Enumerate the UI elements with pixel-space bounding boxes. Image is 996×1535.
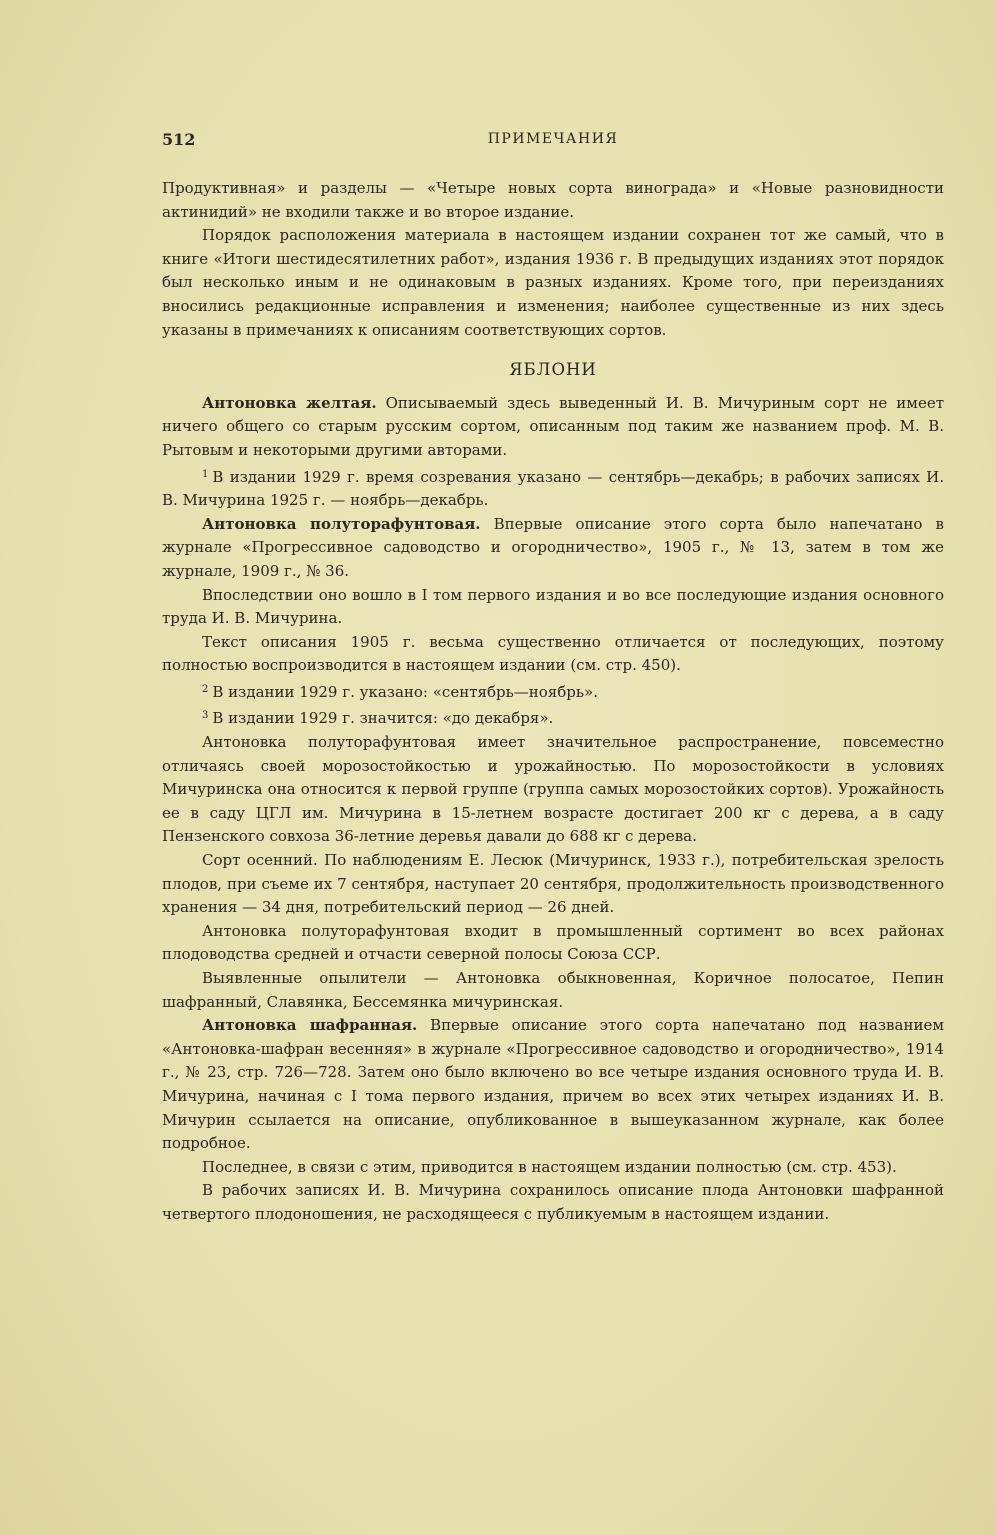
entry-title: Антоновка полуторафунтовая. [202,514,481,533]
paragraph: Текст описания 1905 г. весьма существенно отличается от последующих, поэтому полностью воспроизводится в настоящем издании (см. стр. 450). [162,632,944,675]
footnote-text: В издании 1929 г. значится: «до декабря». [212,709,554,728]
entry-text: Впервые описание этого сорта было напечатано в журнале «Прогрессивное садоводство и огородничество», 1905 г., № 13, затем в том же журнале, 1909 г., № 36. [162,514,944,580]
paragraph: Порядок расположения материала в настоящем издании сохранен тот же самый, что в книге «Итоги шестидесятилетних работ», издания 1936 г. В предыдущих изданиях этот порядок был несколько иным и не одинаковым в разных изданиях. Кроме того, при переизданиях вносились редакционные исправления и изменения; наиболее существенные из них здесь указаны в примечаниях к описаниям соответствующих сортов. [162,226,944,339]
entry-text: Описываемый здесь выведенный И. В. Мичуриным сорт не имеет ничего общего со старым русским сортом, описанным под таким же названием проф. М. В. Рытовым и некоторыми другими авторами. [162,393,944,459]
footnote [162,704,944,731]
footnote-text: В издании 1929 г. время созревания указано — сентябрь—декабрь; в рабочих записях И. В. Мичурина 1925 г. — ноябрь—декабрь. [162,467,944,510]
paragraph: В рабочих записях И. В. Мичурина сохранилось описание плода Антоновки шафранной четвертого плодоношения, не расходящееся с публикуемым в настоящем издании. [162,1181,944,1223]
entry-antonovka-zheltaya [162,392,944,463]
paragraph: Продуктивная» и разделы — «Четыре новых сорта винограда» и «Новые разновидности актинидий» не входили также и во второе издание. [162,179,944,221]
footnote-marker: 2 [202,683,209,695]
entry-text: Впервые описание этого сорта напечатано под названием «Антоновка-шафран весенняя» в журнале «Прогрессивное садоводство и огородничество», 1914 г., № 23, стр. 726—728. Затем оно было включено во все четыре издания основного труда И. В. Мичурина, начиная с I тома первого издания, причем во всех этих четырех изданиях И. В. Мичурин ссылается на описание, опубликованное в вышеуказанном журнале, как более подробное. [162,1016,944,1153]
paragraph: Антоновка полуторафунтовая имеет значительное распространение, повсеместно отличаясь своей морозостойкостью и урожайностью. По морозостойкости в условиях Мичуринска она относится к первой группе (группа самых морозостойких сортов). Урожайность ее в саду ЦГЛ им. Мичурина в 15-летнем возрасте достигает 200 кг с дерева, а в саду Пензенского совхоза 36-летние деревья давали до 688 кг с дерева. [162,733,944,846]
entry-antonovka-shafrannaya [162,1014,944,1156]
paragraph: Выявленные опылители — Антоновка обыкновенная, Коричное полосатое, Пепин шафранный, Славянка, Бессемянка мичуринская. [162,969,944,1011]
running-title: ПРИМЕЧАНИЯ [487,131,619,147]
footnote-text: В издании 1929 г. указано: «сентябрь—ноябрь». [212,682,598,701]
paragraph: Антоновка полуторафунтовая входит в промышленный сортимент во всех районах плодоводства средней и отчасти северной полосы Союза ССР. [162,921,944,964]
entry-title: Антоновка желтая. [202,393,377,412]
entry-antonovka-polutorafuntovaya [162,513,944,584]
section-heading: ЯБЛОНИ [509,360,597,380]
entry-title: Антоновка шафранная. [202,1016,418,1035]
running-head [162,130,944,154]
footnote [162,463,944,513]
paragraph: Последнее, в связи с этим, приводится в настоящем издании полностью (см. стр. 453). [202,1157,897,1176]
body-text [162,177,944,1227]
paragraph: Впоследствии оно вошло в I том первого издания и во все последующие издания основного труда И. В. Мичурина. [162,585,944,628]
paragraph: Сорт осенний. По наблюдениям Е. Лесюк (Мичуринск, 1933 г.), потребительская зрелость плодов, при съеме их 7 сентября, наступает 20 сентября, продолжительность производственного хранения — 34 дня, потребительский период — 26 дней. [162,851,944,917]
footnote-marker: 1 [202,468,209,480]
page-number: 512 [162,130,196,149]
footnote-marker: 3 [202,710,209,722]
footnote [162,678,944,705]
